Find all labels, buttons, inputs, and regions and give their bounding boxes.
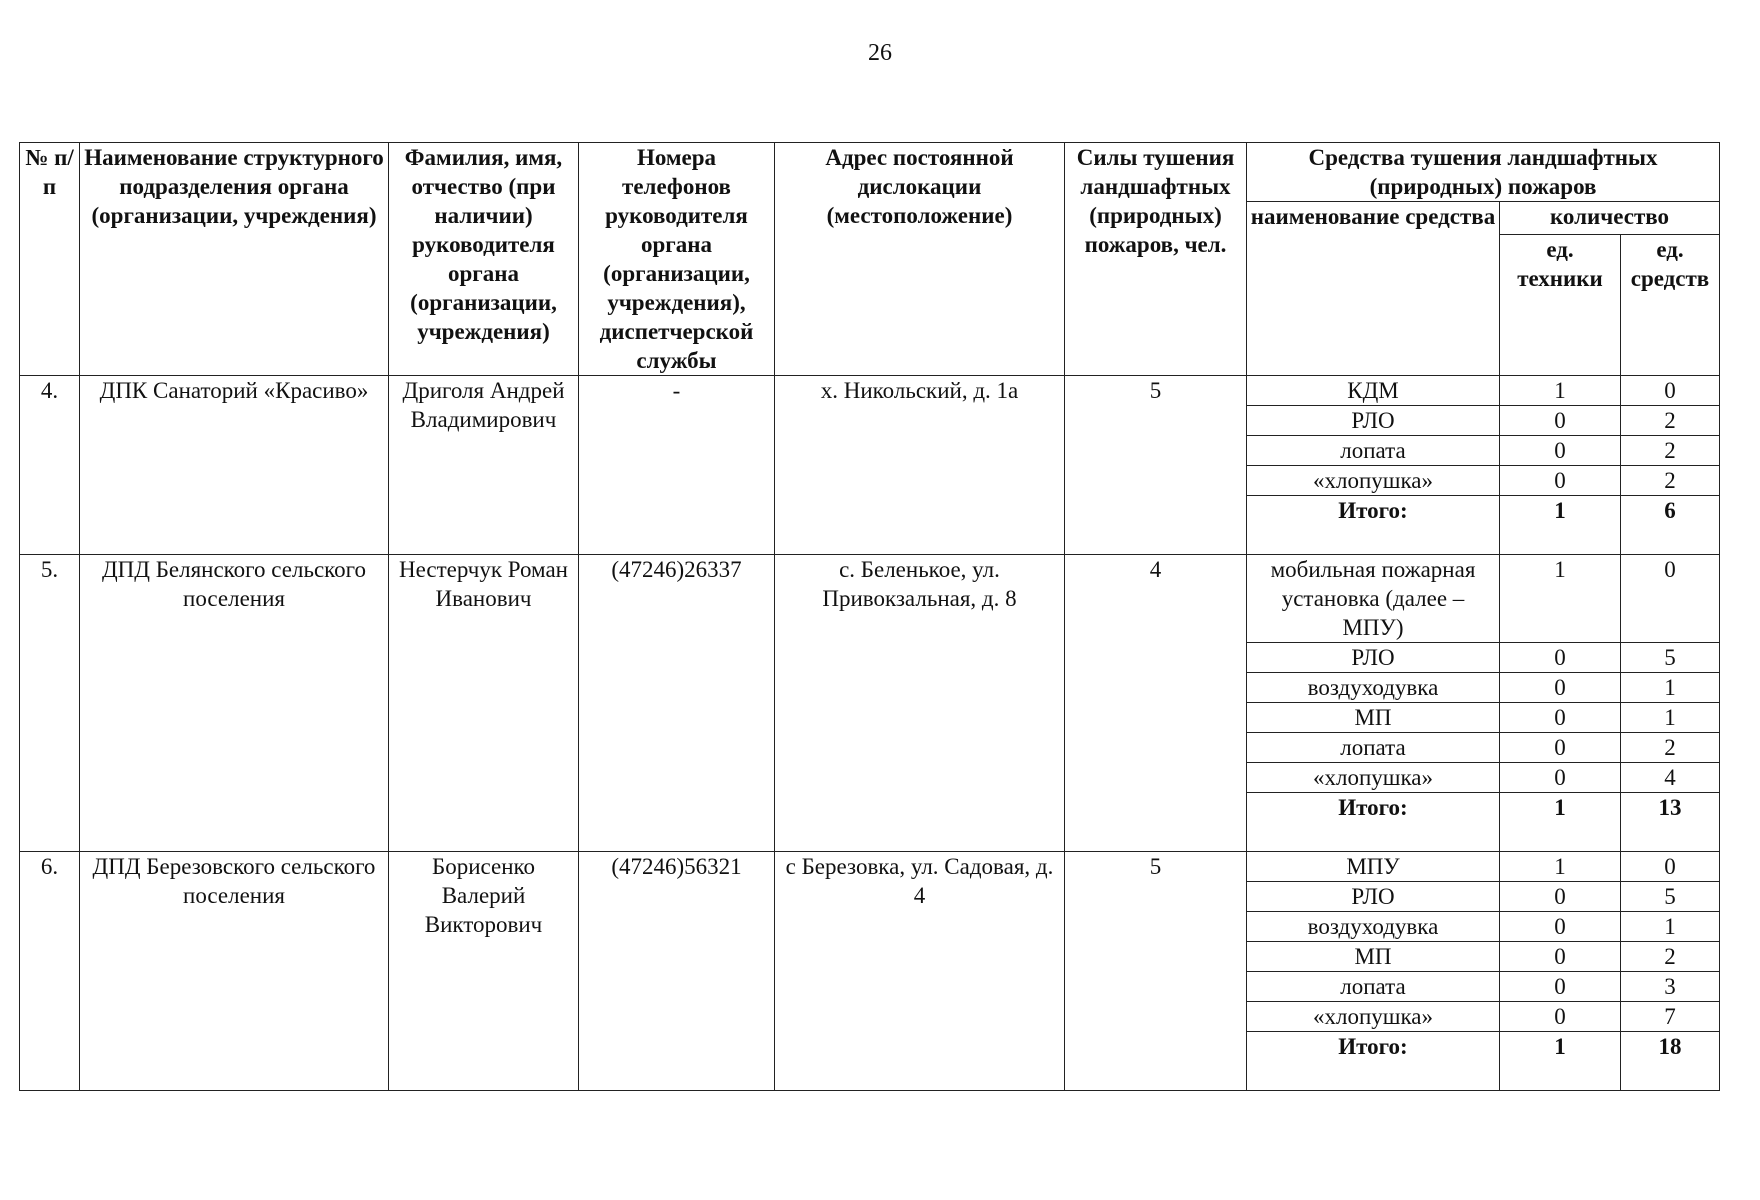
means-units-count: 5	[1621, 643, 1720, 673]
total-means: 13	[1621, 793, 1720, 852]
means-name: РЛО	[1247, 406, 1500, 436]
total-tech: 1	[1500, 1032, 1621, 1091]
unit-num: 6.	[20, 852, 80, 1091]
means-units-count: 0	[1621, 852, 1720, 882]
table-row	[20, 852, 1720, 882]
means-tech-count: 0	[1500, 882, 1621, 912]
means-units-count: 2	[1621, 466, 1720, 496]
unit-head: Борисенко Валерий Викторович	[389, 852, 579, 1091]
header-means-name: наименование средства	[1247, 202, 1500, 376]
table-row	[20, 376, 1720, 406]
means-name: «хлопушка»	[1247, 763, 1500, 793]
means-units-count: 4	[1621, 763, 1720, 793]
means-tech-count: 0	[1500, 1002, 1621, 1032]
means-tech-count: 1	[1500, 376, 1621, 406]
means-name: воздуходувка	[1247, 912, 1500, 942]
total-means: 6	[1621, 496, 1720, 555]
means-name: КДМ	[1247, 376, 1500, 406]
unit-address: х. Никольский, д. 1а	[775, 376, 1065, 555]
total-tech: 1	[1500, 496, 1621, 555]
unit-phone: -	[579, 376, 775, 555]
header-num: № п/п	[20, 143, 80, 376]
unit-phone: (47246)56321	[579, 852, 775, 1091]
table-row	[20, 555, 1720, 643]
means-tech-count: 0	[1500, 703, 1621, 733]
means-name: «хлопушка»	[1247, 1002, 1500, 1032]
unit-head: Нестерчук Роман Иванович	[389, 555, 579, 852]
header-units-tech: ед. техники	[1500, 235, 1621, 376]
means-tech-count: 0	[1500, 643, 1621, 673]
means-units-count: 0	[1621, 376, 1720, 406]
means-name: лопата	[1247, 972, 1500, 1002]
unit-forces: 5	[1065, 852, 1247, 1091]
means-units-count: 2	[1621, 733, 1720, 763]
means-units-count: 2	[1621, 436, 1720, 466]
means-name: РЛО	[1247, 882, 1500, 912]
unit-address: с Березовка, ул. Садовая, д. 4	[775, 852, 1065, 1091]
header-forces: Силы тушения ландшафтных (природных) пожаров, чел.	[1065, 143, 1247, 376]
unit-address: с. Беленькое, ул. Привокзальная, д. 8	[775, 555, 1065, 852]
means-tech-count: 0	[1500, 436, 1621, 466]
means-tech-count: 0	[1500, 942, 1621, 972]
table-header	[20, 143, 1720, 376]
means-units-count: 3	[1621, 972, 1720, 1002]
means-name: РЛО	[1247, 643, 1500, 673]
means-tech-count: 1	[1500, 852, 1621, 882]
table-body	[20, 376, 1720, 1091]
header-quantity: количество	[1500, 202, 1720, 235]
header-phones: Номера телефонов руководителя органа (организации, учреждения), диспетчерской службы	[579, 143, 775, 376]
means-tech-count: 0	[1500, 912, 1621, 942]
unit-forces: 4	[1065, 555, 1247, 852]
header-means: Средства тушения ландшафтных (природных) пожаров	[1247, 143, 1720, 202]
means-units-count: 7	[1621, 1002, 1720, 1032]
header-units-means: ед. средств	[1621, 235, 1720, 376]
means-tech-count: 0	[1500, 763, 1621, 793]
means-tech-count: 0	[1500, 466, 1621, 496]
header-head-name: Фамилия, имя, отчество (при наличии) руководителя органа (организации, учреждения)	[389, 143, 579, 376]
means-units-count: 5	[1621, 882, 1720, 912]
fire-forces-table	[19, 142, 1720, 1091]
means-tech-count: 0	[1500, 673, 1621, 703]
means-units-count: 1	[1621, 912, 1720, 942]
means-name: мобильная пожарная установка (далее – МПУ)	[1247, 555, 1500, 643]
means-units-count: 1	[1621, 673, 1720, 703]
means-name: лопата	[1247, 733, 1500, 763]
total-means: 18	[1621, 1032, 1720, 1091]
means-units-count: 0	[1621, 555, 1720, 643]
total-label: Итого:	[1247, 793, 1500, 852]
means-tech-count: 1	[1500, 555, 1621, 643]
means-name: воздуходувка	[1247, 673, 1500, 703]
total-label: Итого:	[1247, 1032, 1500, 1091]
unit-phone: (47246)26337	[579, 555, 775, 852]
means-units-count: 1	[1621, 703, 1720, 733]
header-address: Адрес постоянной дислокации (местоположение)	[775, 143, 1065, 376]
means-name: МП	[1247, 703, 1500, 733]
means-name: МП	[1247, 942, 1500, 972]
unit-name: ДПД Белянского сельского поселения	[80, 555, 389, 852]
unit-name: ДПД Березовского сельского поселения	[80, 852, 389, 1091]
total-tech: 1	[1500, 793, 1621, 852]
total-label: Итого:	[1247, 496, 1500, 555]
means-name: «хлопушка»	[1247, 466, 1500, 496]
means-tech-count: 0	[1500, 733, 1621, 763]
means-tech-count: 0	[1500, 406, 1621, 436]
means-tech-count: 0	[1500, 972, 1621, 1002]
unit-num: 5.	[20, 555, 80, 852]
page-number: 26	[868, 40, 892, 66]
means-name: лопата	[1247, 436, 1500, 466]
unit-forces: 5	[1065, 376, 1247, 555]
means-name: МПУ	[1247, 852, 1500, 882]
means-units-count: 2	[1621, 942, 1720, 972]
means-units-count: 2	[1621, 406, 1720, 436]
header-unit-name: Наименование структурного подразделения органа (организации, учреждения)	[80, 143, 389, 376]
unit-num: 4.	[20, 376, 80, 555]
unit-name: ДПК Санаторий «Красиво»	[80, 376, 389, 555]
unit-head: Дриголя Андрей Владимирович	[389, 376, 579, 555]
